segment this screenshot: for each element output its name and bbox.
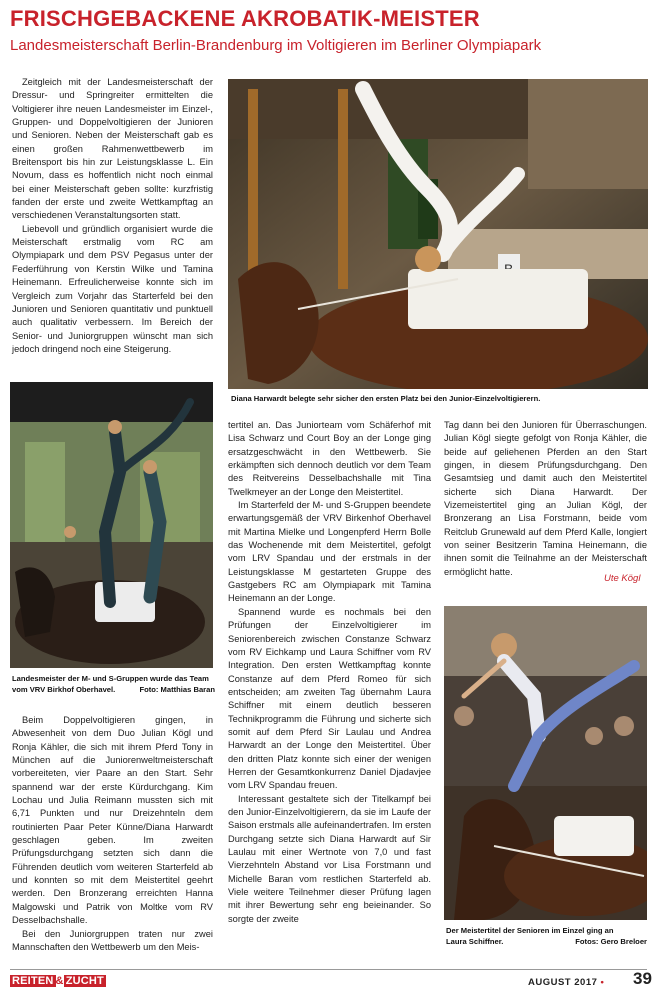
paragraph: Liebevoll und gründlich organisiert wurde die Meisterschaft erstmalig vom RC am Olympiapark und dem PSV Pegasus unter der Federführung von Kerstin Wilke und Tamina Heinemann. Erfreulicherweise konnte sich im Vergleich zum Vorjahr das Starterfeld bei den Junioren und Senioren quantitativ und punktuell auch qualitativ verbessern. Im Bereich der Senior- und Juniorgruppen wünscht man sich jedoch dringend noch eine Steigerung.	[12, 223, 213, 354]
caption-line: vom VRV Birkhof Oberhavel.	[12, 685, 116, 694]
issue-label: AUGUST 2017	[528, 977, 598, 988]
caption-right-photo	[446, 925, 647, 947]
paragraph: Tag dann bei den Junioren für Überraschungen. Julian Kögl siegte gefolgt von Ronja Kähler, die beide auf geliehenen Pferden an den Start gingen, in diesem Prüfungsdurchgang. Den Gesamtsieg und damit auch den Meistertitel sicherte sich Diana Harwardt. Der Vizemeistertitel ging an Julian Kögl, der Bronzerang an Lisa Forstmann, beide vom Reitclub Grunewald auf dem Pferd Kalle, longiert von seiner Besitzerin Tamina Heinemann, die ihnen somit die Teilnahme an der Meisterschaft ermöglicht hatte.	[444, 420, 647, 577]
caption-line: Laura Schiffner.	[446, 937, 504, 946]
issue-date	[528, 977, 604, 988]
caption-line-row	[446, 936, 647, 947]
page-number: 39	[633, 969, 652, 988]
column-2	[228, 419, 431, 926]
logo-separator: &	[55, 975, 64, 987]
column-1-top	[12, 76, 213, 356]
column-1-bottom	[12, 714, 213, 954]
magazine-logo	[10, 975, 106, 987]
paragraph: Zeitgleich mit der Landesmeisterschaft der Dressur- und Springreiter ermittelten die Voltigierer ihre neuen Landesmeister im Einzel-, Gruppen- und Doppelvoltigieren der Junioren und Senioren. Neben der Meisterschaft gab es einen großen Rahmenwettbewerb im Breitensport bis hin zur Leistungsklasse L. Ein Novum, dass es hoffentlich nicht noch einmal bei einer Meisterschaft geben sollte: kurzfristig fanden der erste und zweite Wettkampftag an verschiedenen Veranstaltungsorten statt.	[12, 77, 213, 221]
article-title: FRISCHGEBACKENE AKROBATIK-MEISTER	[10, 6, 480, 31]
paragraph: tertitel an. Das Juniorteam vom Schäferhof mit Lisa Schwarz und Court Boy an der Longe ging ersatzgeschwächt in den Wettbewerb. Sie erkämpften sich dennoch deutlich vor dem Team des Reitvereins Desselbachshalle mit Tina Twelkmeyer an der Longe den Meistertitel.	[228, 420, 431, 497]
column-3	[444, 419, 647, 579]
article-subtitle: Landesmeisterschaft Berlin-Brandenburg im Voltigieren im Berliner Olympiapark	[10, 37, 542, 54]
caption-line: Der Meistertitel der Senioren im Einzel ging an	[446, 926, 614, 935]
caption-left-photo	[12, 673, 215, 695]
caption-line: Landesmeister der M- und S-Gruppen wurde das Team	[12, 674, 209, 683]
caption-line-row	[12, 684, 215, 695]
paragraph: Im Starterfeld der M- und S-Gruppen beendete erwartungsgemäß der VRV Birkenhof Oberhavel mit Martina Mielke und Longenpferd Herrn Bolle das Wochenende mit dem Meistertitel, gefolgt vom LRV Spandau und der erstmals in der Leistungsklasse M gestarteten Gruppe des Gastgebers RC am Olympiapark mit Tamina Heinemann an der Longe.	[228, 500, 431, 604]
photo-credit: Fotos: Gero Breloer	[575, 937, 647, 946]
caption-top-photo: Diana Harwardt belegte sehr sicher den ersten Platz bei den Junior-Einzelvoltigierern.	[231, 394, 541, 403]
paragraph: Spannend wurde es nochmals bei den Prüfungen der Einzelvoltigierer im Seniorenbereich zwischen Constanze Schwarz vom RV Eichkamp und Laura Schiffner vom RV Integration. Den ersten Wettkampftag konnte Constanze auf dem Pferd Romeo für sich entscheiden; am zweiten Tag übernahm Laura Schiffner mit einem deutlich besseren Technikprogramm die Führung und sicherte sich somit auf dem Pferd Sir Laulau und Andrea Harwardt an der Longe den Meistertitel. Über den dritten Platz konnte sich einer der wenigen Herren der Gesamtkonkurrenz Daniel Djadavjee vom LRV Spandau freuen.	[228, 606, 431, 791]
footer-divider	[10, 969, 647, 970]
photo-senior-vaulter	[444, 606, 647, 920]
paragraph: Interessant gestaltete sich der Titelkampf bei den Junior-Einzelvoltigierern, da sie im Laufe der Saison erstmals alle aufeinandertrafen. Im ersten Durchgang setzte sich Diana Harwardt auf Sir Laulau mit einer Wertnote von 7,0 und fast Vierzehnteln Abstand vor Lisa Forstmann und Michelle Baran vom restlichen Starterfeld ab. Viele weitere Teilnehmer dieser Prüfung lagen mit ihrer Bewertung sehr eng beieinander. So sorgte der zweite	[228, 793, 431, 924]
paragraph: Beim Doppelvoltigieren gingen, in Abwesenheit von dem Duo Julian Kögl und Ronja Kähler, die sich mit ihrem Pferd Tony in München auf die Juniorenweltmeisterschaft vorbereiteten, vier Paare an den Start. Sehr spannend war der erste Kürdurchgang. Kim Lochau und Julia Reimann mussten sich mit 6,71 Punkten und nur Dreizehnteln dem routinierten Paar Peter Künne/Diana Harwardt geschlagen geben. Im zweiten Prüfungsdurchgang setzten sich dann die Führenden deutlich vom weiteren Starterfeld ab und konnten so mit dem Meistertitel geehrt werden. Den Bronzerang erreichten Hanna Malgowski und Patrik von Moltke vom RV Desselbachshalle.	[12, 715, 213, 926]
paragraph: Bei den Juniorgruppen traten nur zwei Mannschaften den Wettbewerb um den Meis-	[12, 928, 213, 952]
photo-credit: Foto: Matthias Baran	[139, 685, 215, 694]
logo-part: REITEN	[12, 975, 54, 987]
issue-dot: •	[600, 977, 605, 988]
photo-junior-vaulter	[228, 79, 648, 389]
author-name: Ute Kögl	[604, 573, 641, 584]
logo-part: ZUCHT	[65, 975, 104, 987]
photo-group-vaulting	[10, 382, 213, 668]
